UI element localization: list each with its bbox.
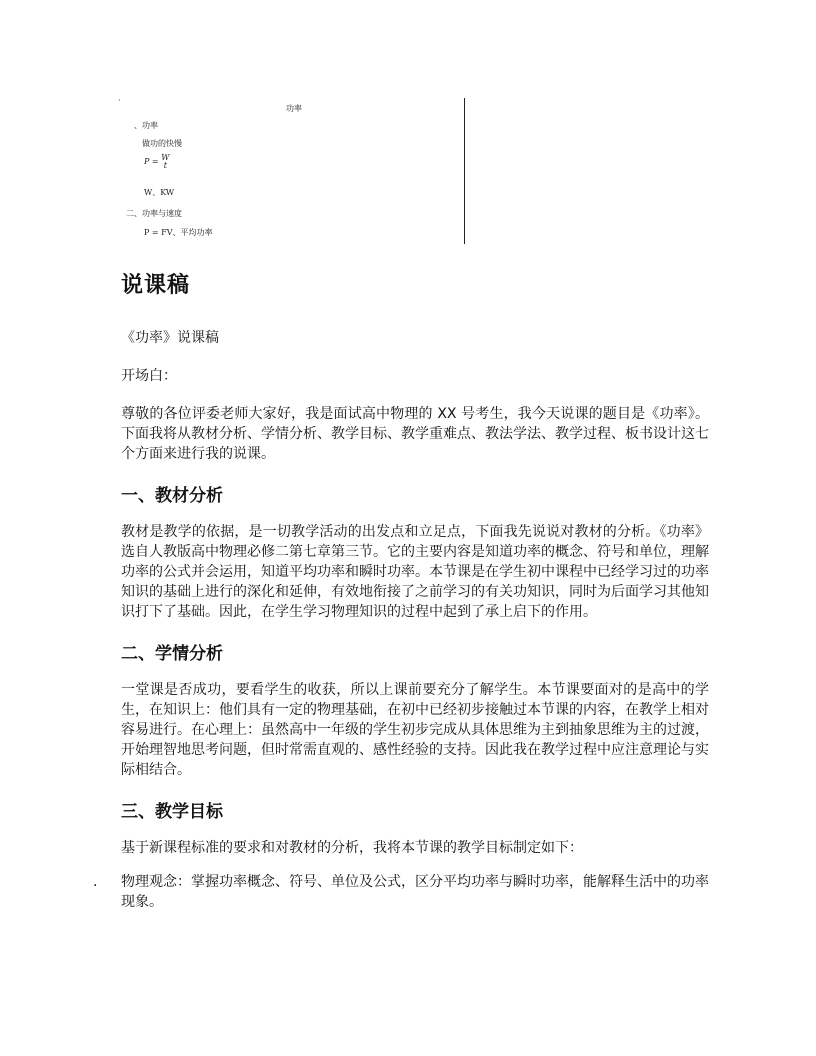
board-fraction	[161, 154, 169, 170]
board-mark: ·	[118, 96, 121, 105]
opening-label: 开场白：	[121, 368, 177, 384]
document-body	[93, 266, 709, 912]
board-equation	[144, 154, 169, 170]
section-heading-students: 二、学情分析	[121, 644, 223, 664]
board-divider	[464, 98, 465, 244]
board-sketch	[118, 94, 468, 244]
board-item-1: 、功率	[134, 121, 158, 130]
board-item-4: P = FV、平均功率	[144, 228, 213, 237]
section-text-students: 一堂课是否成功，要看学生的收获，所以上课前要充分了解学生。本节课要面对的是高中的学生，在知识上：他们具有一定的物理基础，在初中已经初步接触过本节课的内容，在教学上相对容易进行。在心理上：虽然高中一年级的学生初步完成从具体思维为主到抽象思维为主的过渡，开始理智地思考问题，但时常需直观的、感性经验的支持。因此我在教学过程中应注意理论与实际相结合。	[121, 682, 709, 778]
list-item	[93, 872, 709, 912]
board-eq-lhs: P =	[144, 157, 159, 166]
goal-text: 物理观念：掌握功率概念、符号、单位及公式，区分平均功率与瞬时功率，能解释生活中的功率现象。	[121, 874, 709, 910]
board-title: 功率	[286, 104, 302, 113]
board-units: W、KW	[144, 188, 175, 197]
board-item-2: 做功的快慢	[142, 139, 182, 148]
board-item-3: 二、功率与速度	[126, 209, 182, 218]
intro-paragraph: 尊敬的各位评委老师大家好，我是面试高中物理的 XX 号考生，我今天说课的题目是《功率》。下面我将从教材分析、学情分析、教学目标、教学重难点、教法学法、教学过程、板书设计这七个方面来进行我的说课。	[121, 406, 709, 462]
page-title: 说课稿	[121, 273, 191, 298]
section-heading-goals: 三、教学目标	[121, 802, 223, 822]
section-heading-textbook: 一、教材分析	[121, 486, 223, 506]
document-subtitle: 《功率》说课稿	[121, 330, 219, 346]
board-eq-numerator: W	[161, 153, 170, 162]
section-text-goals: 基于新课程标准的要求和对教材的分析，我将本节课的教学目标制定如下：	[121, 840, 583, 856]
list-bullet: .	[93, 874, 98, 890]
section-text-textbook: 教材是教学的依据，是一切教学活动的出发点和立足点，下面我先说说对教材的分析。《功率》选自人教版高中物理必修二第七章第三节。它的主要内容是知道功率的概念、符号和单位，理解功率的公式并会运用，知道平均功率和瞬时功率。本节课是在学生初中课程中已经学习过的功率知识的基础上进行的深化和延伸，有效地衔接了之前学习的有关功知识，同时为后面学习其他知识打下了基础。因此，在学生学习物理知识的过程中起到了承上启下的作用。	[121, 524, 709, 620]
board-eq-denominator: t	[163, 161, 167, 170]
